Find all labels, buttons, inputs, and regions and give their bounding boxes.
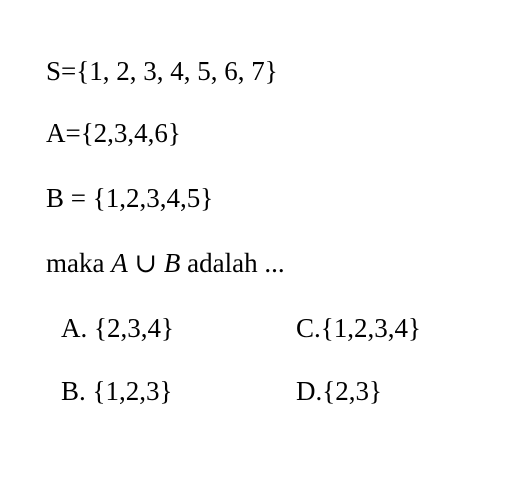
prompt-prefix: maka bbox=[46, 248, 112, 278]
variable-a: A bbox=[111, 248, 128, 278]
option-c[interactable]: C.{1,2,3,4} bbox=[296, 313, 421, 343]
union-symbol: ∪ bbox=[127, 248, 164, 278]
option-b[interactable]: B. {1,2,3} bbox=[61, 376, 173, 406]
set-a-definition: A={2,3,4,6} bbox=[46, 118, 181, 148]
option-a[interactable]: A. {2,3,4} bbox=[61, 313, 174, 343]
set-s-definition: S={1, 2, 3, 4, 5, 6, 7} bbox=[46, 56, 278, 86]
set-b-definition: B = {1,2,3,4,5} bbox=[46, 183, 214, 213]
variable-b: B bbox=[163, 248, 181, 278]
option-d[interactable]: D.{2,3} bbox=[296, 376, 382, 406]
question-prompt bbox=[46, 250, 285, 277]
prompt-suffix: adalah ... bbox=[180, 248, 285, 278]
